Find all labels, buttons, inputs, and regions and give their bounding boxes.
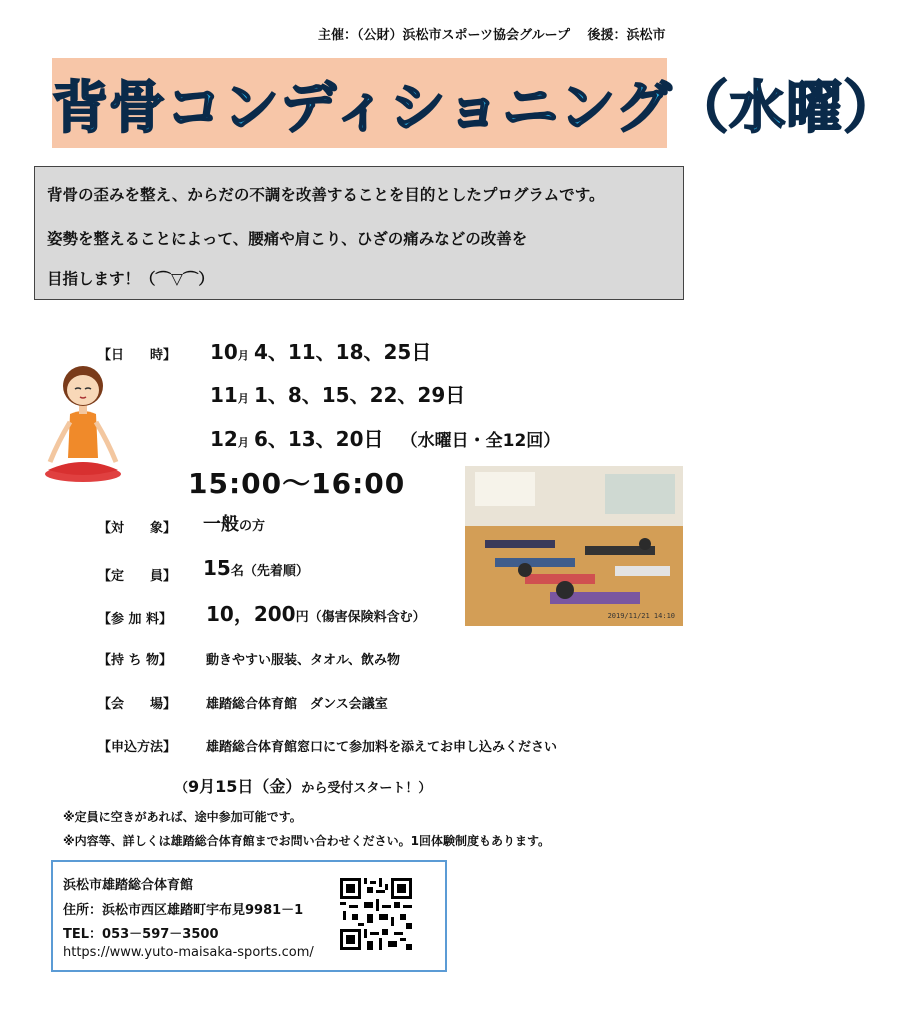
schedule-time: 15:00～16:00 — [188, 467, 406, 500]
oct-month: 10 — [210, 340, 238, 364]
capacity-label: 【定 員】 — [98, 569, 177, 584]
schedule-row-dec — [210, 423, 560, 452]
target-value: 一般 — [203, 514, 239, 535]
nov-dates: 1、8、15、22、29日 — [253, 383, 466, 407]
nov-month-suffix: 月 — [237, 392, 249, 405]
page-title: 背骨コンディショニング（水曜） — [52, 76, 900, 141]
capacity-row — [203, 556, 309, 580]
nov-month: 11 — [210, 383, 238, 407]
fee-row — [206, 598, 426, 627]
contact-tel: TEL：053－597－3500 — [63, 927, 219, 942]
description-box — [34, 166, 684, 300]
schedule-row-oct — [210, 336, 431, 365]
apply-label: 【申込方法】 — [98, 740, 177, 755]
oct-month-suffix: 月 — [237, 349, 249, 362]
dec-month-suffix: 月 — [237, 436, 249, 449]
description-line-1: 背骨の歪みを整え、からだの不調を改善することを目的としたプログラムです。 — [47, 186, 605, 204]
capacity-suffix: 名（先着順） — [230, 564, 309, 579]
dec-month: 12 — [210, 427, 238, 451]
reception-prefix: （ — [175, 781, 189, 796]
reception-suffix: から受付スタート！） — [301, 781, 432, 796]
venue-value: 雄踏総合体育館 ダンス会議室 — [206, 697, 388, 712]
fee-label: 【参 加 料】 — [98, 612, 173, 627]
note-2: ※内容等、詳しくは雄踏総合体育館までお問い合わせください。1回体験制度もあります。 — [63, 834, 551, 848]
reception-start — [175, 774, 431, 797]
photo-timestamp: 2019/11/21 14:10 — [607, 612, 675, 620]
target-row — [203, 510, 265, 536]
target-label: 【対 象】 — [98, 521, 177, 536]
fee-suffix: 円（傷害保険料含む） — [295, 610, 426, 625]
reception-date: 9月15日（金） — [188, 777, 302, 796]
apply-value: 雄踏総合体育館窓口にて参加料を添えてお申し込みください — [206, 740, 558, 755]
schedule-row-nov — [210, 379, 465, 408]
note-1: ※定員に空きがあれば、途中参加可能です。 — [63, 810, 302, 824]
capacity-value: 15 — [203, 556, 231, 580]
description-line-3: 目指します！（⌒▽⌒） — [47, 270, 214, 288]
contact-url[interactable]: https://www.yuto-maisaka-sports.com/ — [63, 945, 314, 960]
title-banner — [52, 58, 900, 148]
qr-code[interactable] — [340, 878, 412, 950]
fee-value: 10，200 — [206, 602, 296, 626]
items-value: 動きやすい服装、タオル、飲み物 — [206, 653, 400, 668]
contact-address: 住所：浜松市西区雄踏町宇布見9981－1 — [63, 903, 304, 918]
class-photo — [465, 466, 683, 626]
target-suffix: の方 — [239, 519, 266, 534]
items-label: 【持 ち 物】 — [98, 653, 173, 668]
venue-label: 【会 場】 — [98, 697, 177, 712]
contact-name: 浜松市雄踏総合体育館 — [63, 878, 194, 893]
organizer-line: 主催：（公財）浜松市スポーツ協会グループ 後援：浜松市 — [318, 28, 666, 43]
oct-dates: 4、11、18、25日 — [253, 340, 432, 364]
schedule-summary: （水曜日・全12回） — [400, 431, 561, 451]
yoga-girl-illustration — [40, 362, 126, 484]
dec-dates: 6、13、20日 — [253, 427, 384, 451]
schedule-label: 【日 時】 — [98, 348, 177, 363]
description-line-2: 姿勢を整えることによって、腰痛や肩こり、ひざの痛みなどの改善を — [47, 230, 528, 248]
